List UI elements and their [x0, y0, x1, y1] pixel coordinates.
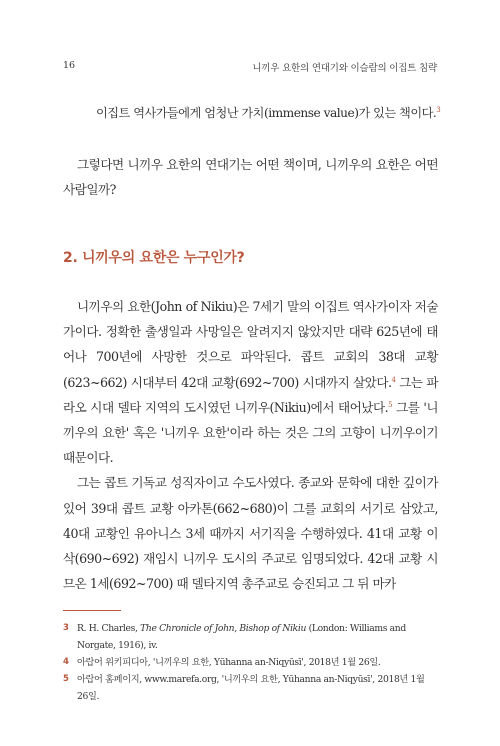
footnote-number: 3: [63, 623, 69, 633]
quote-line: [96, 104, 456, 121]
body-text-1c: 그를 '니끼우의 요한' 혹은 '니끼우 요한'이라 하는 것은 그의 고향이 니끼우이기 때문이다.: [63, 399, 438, 466]
section-heading: 2. 니끼우의 요한은 누구인가?: [63, 250, 245, 266]
footnote-ref-5[interactable]: 5: [388, 400, 393, 409]
footnote-text: 아랍어 홈페이지, www.marefa.org, '니끼우의 요한, Yūhanna an-Niqyūsī', 2018년 1월 26일.: [77, 674, 425, 702]
footnote-number: 5: [63, 674, 69, 684]
footnote-book-title: The Chronicle of John, Bishop of Nikiu: [140, 623, 307, 634]
running-header: [63, 60, 437, 74]
running-title: 니끼우 요한의 연대기와 이슬람의 이집트 침략: [252, 63, 437, 74]
footnote-3: [63, 620, 438, 654]
footnotes: [63, 620, 438, 705]
intro-text: 그렇다면 니끼우 요한의 연대기는 어떤 책이며, 니끼우의 요한은 어떤 사람일까?: [63, 157, 438, 197]
body-text-1b: 그는 파라오 시대 델타 지역의 도시였던 니끼우(Nikiu)에서 태어났다.: [63, 374, 438, 415]
footnote-divider: [63, 610, 121, 611]
page-number: 16: [63, 60, 76, 71]
footnote-text-post: (London: Williams and Norgate, 1916), iv.: [77, 623, 406, 651]
footnote-ref-4[interactable]: 4: [391, 375, 396, 384]
body-paragraph-2: 그는 콥트 기독교 성직자이고 수도사였다. 종교와 문학에 대한 깊이가 있어 39대 콥트 교황 아카톤(662~680)이 그를 교회의 서기로 삼았고, 40대 교황인 유아니스 3세 때까지 서기직을 수행하였다. 41대 교황 이삭(690~692) 재임시 니끼우 도시의 주교로 임명되었다. 42대 교황 시므온 1세(692~700) 때 델타지역 총주교로 승진되고 그 뒤 마카: [63, 475, 438, 592]
footnote-number: 4: [63, 657, 69, 667]
quote-text: 이집트 역사가들에게 엄청난 가치(immense value)가 있는 책이다.: [96, 106, 437, 120]
footnote-ref-3[interactable]: 3: [436, 105, 441, 114]
intro-paragraph: [63, 152, 438, 202]
section-body: [63, 294, 438, 596]
body-paragraph-1: [63, 294, 438, 470]
footnote-text-pre: R. H. Charles,: [77, 623, 141, 634]
body-text-1a: 니끼우의 요한(John of Nikiu)은 7세기 말의 이집트 역사가이자 저술가이다. 정확한 출생일과 사망일은 알려지지 않았지만 대략 625년에 태어나 700년에 사망한 것으로 파악된다. 콥트 교회의 38대 교황(623~662) 시대부터 42대 교황(692~700) 시대까지 살았다.: [63, 299, 438, 390]
footnote-5: [63, 671, 438, 705]
footnote-text: 아랍어 위키피디아, '니끼우의 요한, Yūhanna an-Niqyūsī', 2018년 1월 26일.: [77, 657, 381, 668]
footnote-4: [63, 654, 438, 671]
